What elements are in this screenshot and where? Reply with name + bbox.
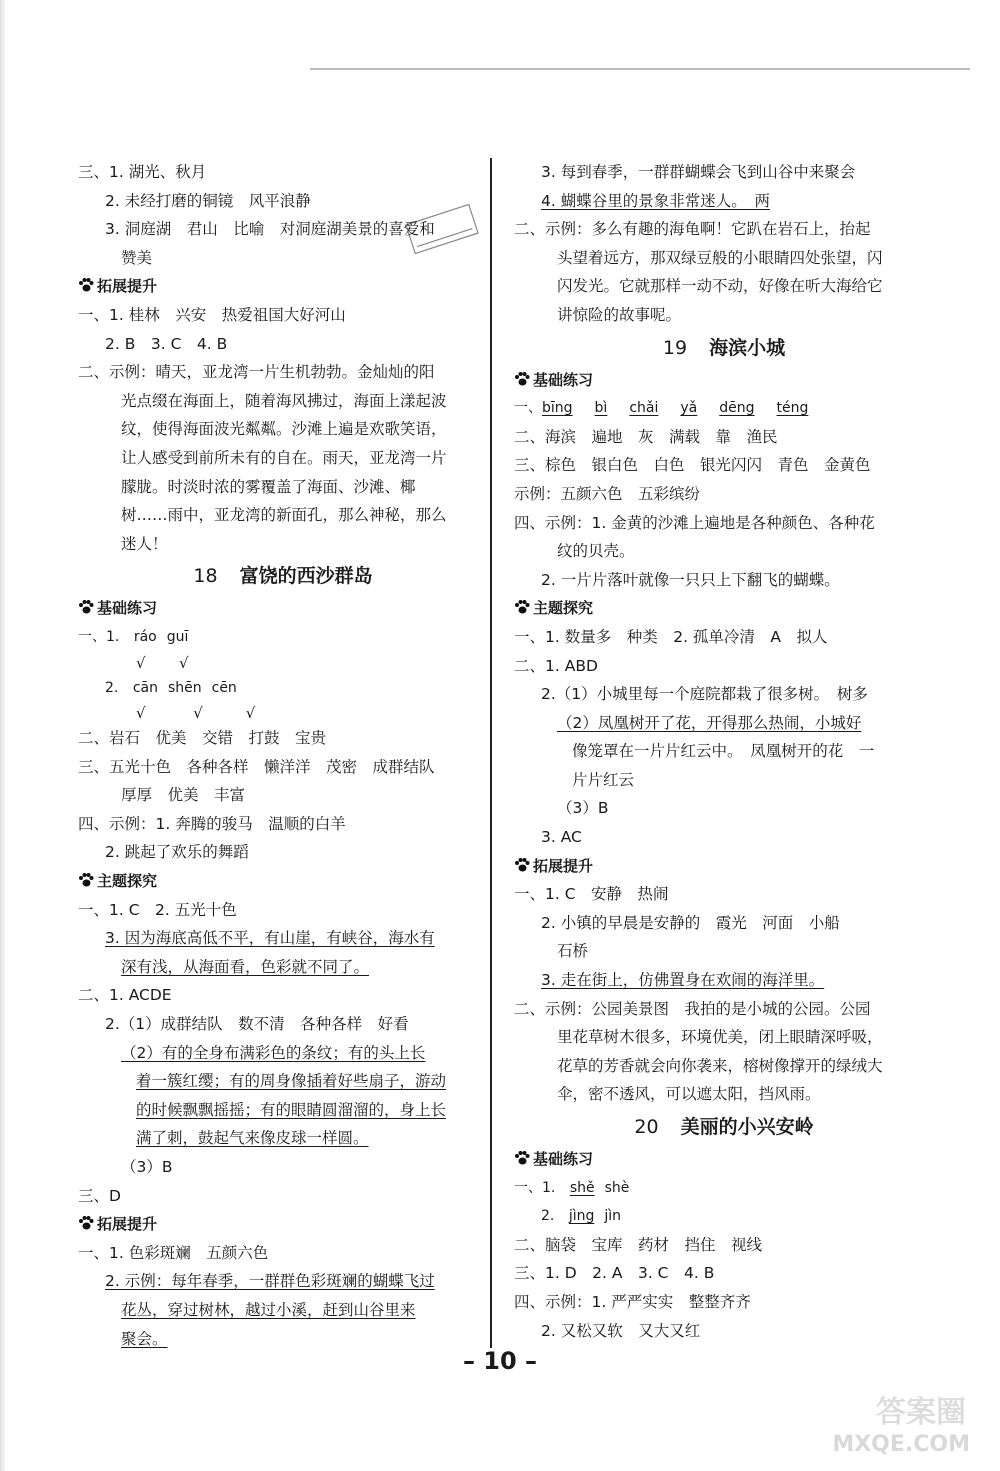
right-column <box>514 158 934 1345</box>
pinyin-line: 2. jìng jìn <box>541 1208 622 1225</box>
answer-line: 讲惊险的故事呢。 <box>557 305 682 324</box>
answer-line: 4. 蝴蝶谷里的景象非常迷人。 两 <box>541 191 770 210</box>
answer-line: 2. B 3. C 4. B <box>105 334 228 353</box>
answer-line: 花草的芳香就会向你袭来，榕树像撑开的绿绒大 <box>557 1056 883 1075</box>
answer-line: 片片红云 <box>572 770 635 789</box>
lesson-title-18: 18 富饶的西沙群岛 <box>193 565 373 588</box>
answer-line: 纹的贝壳。 <box>557 542 635 561</box>
answer-line: 三、1. 湖光、秋月 <box>78 163 207 181</box>
paw-icon <box>514 600 530 614</box>
answer-line: （3）B <box>557 799 609 818</box>
answer-line: 二、岩石 优美 交错 打鼓 宝贵 <box>78 729 327 748</box>
section-heading-theme: 主题探究 <box>78 867 488 896</box>
answer-line: （2）有的全身布满彩色的条纹；有的头上长 <box>121 1043 426 1062</box>
section-heading-extend: 拓展提升 <box>514 852 934 881</box>
answer-line: 三、D <box>78 1186 121 1205</box>
answer-line: 2. 跳起了欢乐的舞蹈 <box>105 843 249 862</box>
left-column <box>78 158 488 1353</box>
pinyin-line: 2. cān shēn cēn <box>105 679 237 696</box>
answer-line: 一、1. 色彩斑斓 五颜六色 <box>78 1243 269 1262</box>
answer-line: 二、示例：多么有趣的海龟啊！它趴在岩石上，抬起 <box>514 220 871 239</box>
answer-line: 二、1. ABD <box>514 656 598 675</box>
answer-line: 一、1. C 2. 五光十色 <box>78 900 237 919</box>
page-edge-shadow <box>0 0 6 1471</box>
answer-line: 着一簇红缨；有的周身像插着好些扇子，游动 <box>136 1072 447 1091</box>
paw-icon <box>78 278 94 292</box>
section-heading-basic: 基础练习 <box>78 594 488 623</box>
section-heading-basic: 基础练习 <box>514 366 934 395</box>
answer-line: 四、示例：1. 奔腾的骏马 温顺的白羊 <box>78 814 346 833</box>
paw-icon <box>78 1216 94 1230</box>
answer-line: 二、海滨 遍地 灰 满载 靠 渔民 <box>514 427 778 446</box>
lesson-title-19: 19 海滨小城 <box>662 336 786 359</box>
answer-line: 一、1. 数量多 种类 2. 孤单冷清 A 拟人 <box>514 627 828 646</box>
answer-line: 3. 洞庭湖 君山 比喻 对洞庭湖美景的喜爱和 <box>105 220 435 239</box>
answer-line: 树……雨中，亚龙湾的新面孔，那么神秘，那么 <box>121 506 447 525</box>
answer-line: 四、示例：1. 金黄的沙滩上遍地是各种颜色、各种花 <box>514 513 875 532</box>
answer-line: （3）B <box>121 1158 173 1176</box>
paw-icon <box>514 372 530 386</box>
section-heading-extend: 拓展提升 <box>78 272 488 301</box>
answer-line: 头望着远方，那双绿豆般的小眼睛四处张望，闪 <box>557 248 883 267</box>
answer-line: 让人感受到前所未有的自在。雨天，亚龙湾一片 <box>121 448 447 467</box>
watermark-url: MXQE.COM <box>832 1432 970 1457</box>
answer-line: 纹，使得海面波光粼粼。沙滩上遍是欢歌笑语， <box>121 420 447 439</box>
answer-line: 像笼罩在一片片红云中。 凤凰树开的花 一 <box>572 742 875 761</box>
answer-line: 二、示例：公园美景图 我拍的是小城的公园。公园 <box>514 999 871 1018</box>
top-rule <box>310 68 970 70</box>
answer-line: 3. 走在街上，仿佛置身在欢闹的海洋里。 <box>541 971 825 990</box>
answer-line: 2. 一片片落叶就像一只只上下翻飞的蝴蝶。 <box>541 570 840 589</box>
answer-line: 光点缀在海面上，随着海风拂过，海面上漾起波 <box>121 391 447 410</box>
section-heading-extend: 拓展提升 <box>78 1210 488 1239</box>
answer-line: 3. 因为海底高低不平，有山崖，有峡谷，海水有 <box>105 929 435 948</box>
answer-line: 花丛，穿过树林，越过小溪，赶到山谷里来 <box>121 1300 416 1319</box>
answer-line: 深有浅，从海面看，色彩就不同了。 <box>121 957 370 976</box>
answer-line: 伞，密不透风，可以遮太阳，挡风雨。 <box>557 1085 821 1104</box>
answer-line: 的时候飘飘摇摇；有的眼睛圆溜溜的，身上长 <box>136 1100 447 1119</box>
answer-line: 里花草树木很多，环境优美，闭上眼睛深呼吸， <box>557 1028 883 1047</box>
answer-line: 迷人！ <box>121 534 168 553</box>
answer-line: 2. 小镇的早晨是安静的 霞光 河面 小船 <box>541 913 840 932</box>
answer-line: 2. 未经打磨的铜镜 风平浪静 <box>105 191 311 210</box>
answer-line: 石桥 <box>557 942 589 961</box>
answer-line: （2）凤凰树开了花，开得那么热闹，小城好 <box>557 713 862 732</box>
section-heading-basic: 基础练习 <box>514 1145 934 1174</box>
watermark-logo: 答案圈 <box>876 1395 966 1430</box>
answer-line: 赞美 <box>121 248 153 267</box>
answer-line: 四、示例：1. 严严实实 整整齐齐 <box>514 1292 751 1311</box>
page-number: – 10 – <box>462 1347 538 1375</box>
answer-line: 一、1. C 安静 热闹 <box>514 885 669 904</box>
answer-line: 2. 示例：每年春季，一群群色彩斑斓的蝴蝶飞过 <box>105 1272 435 1291</box>
answer-line: 3. AC <box>541 828 582 847</box>
answer-line: 一、1. 桂林 兴安 热爱祖国大好河山 <box>78 305 346 324</box>
answer-line: 三、棕色 银白色 白色 银光闪闪 青色 金黄色 <box>514 456 871 475</box>
paw-icon <box>514 1151 530 1165</box>
answer-line: 闪发光。它就那样一动不动，好像在听大海给它 <box>557 277 883 296</box>
answer-line: 厚厚 优美 丰富 <box>121 786 246 805</box>
section-heading-theme: 主题探究 <box>514 594 934 623</box>
paw-icon <box>514 858 530 872</box>
answer-line: 聚会。 <box>121 1329 168 1348</box>
check-marks: √ √ <box>136 653 189 672</box>
pinyin-line: 一、1. shě shè <box>514 1179 630 1196</box>
lesson-title-20: 20 美丽的小兴安岭 <box>634 1116 814 1138</box>
answer-line: 2. 又松又软 又大又红 <box>541 1321 701 1340</box>
answer-line: 三、五光十色 各种各样 懒洋洋 茂密 成群结队 <box>78 757 435 776</box>
paw-icon <box>78 873 94 887</box>
pinyin-line: 一、bīng bì chǎi yǎ dēng téng <box>514 400 809 417</box>
paw-icon <box>78 600 94 614</box>
check-marks: √ √ √ <box>136 704 256 723</box>
pinyin-line: 一、1. ráo guī <box>78 628 189 645</box>
answer-line: 二、1. ACDE <box>78 986 172 1005</box>
answer-line: 三、1. D 2. A 3. C 4. B <box>514 1264 715 1283</box>
answer-line: 朦胧。时淡时浓的雾覆盖了海面、沙滩、椰 <box>121 477 416 496</box>
column-divider <box>490 158 492 1348</box>
answer-line: 2.（1）成群结队 数不清 各种各样 好看 <box>105 1015 409 1034</box>
answer-line: 二、示例：晴天，亚龙湾一片生机勃勃。金灿灿的阳 <box>78 363 435 382</box>
answer-line: 示例：五颜六色 五彩缤纷 <box>514 484 701 503</box>
answer-line: 2.（1）小城里每一个庭院都栽了很多树。 树多 <box>541 685 868 704</box>
answer-line: 满了刺，鼓起气来像皮球一样圆。 <box>136 1129 369 1148</box>
answer-line: 二、脑袋 宝库 药材 挡住 视线 <box>514 1235 763 1254</box>
answer-line: 3. 每到春季，一群群蝴蝶会飞到山谷中来聚会 <box>541 163 856 181</box>
